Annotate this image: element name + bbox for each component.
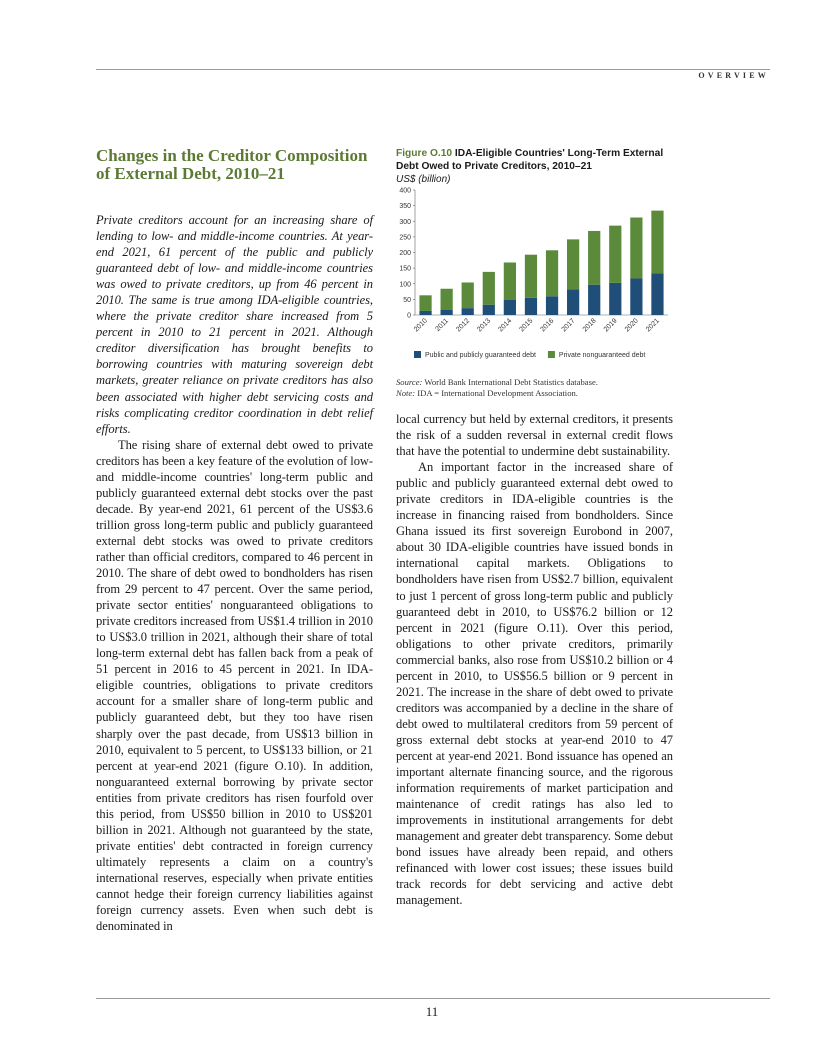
continuation-paragraph: local currency but held by external creditors, it presents the risk of a sudden reversal in external credit flows that have the potential to undermine debt sustainability. bbox=[396, 412, 673, 459]
note-label: Note: bbox=[396, 388, 416, 398]
x-tick-label: 2010 bbox=[412, 317, 429, 334]
figure-block bbox=[396, 147, 673, 370]
intro-paragraph: Private creditors account for an increasing share of lending to low- and middle-income countries. At year-end 2021, 61 percent of the public and publicly guaranteed debt of low- and middle-income countries was owed to private creditors, up from 46 percent in 2010. The same is true among IDA-eligible countries, where the private creditor share increased from 5 percent in 2010 to 21 percent in 2021. Although creditor diversification has brought benefits to borrowing countries with maturing sovereign debt markets, greater reliance on private creditors has also been associated with higher debt servicing costs and risks complicating creditor coordination in debt relief efforts. bbox=[96, 213, 373, 436]
bar-public-guaranteed-2014 bbox=[504, 300, 516, 315]
y-tick-label: 250 bbox=[399, 234, 411, 242]
y-tick-label: 150 bbox=[399, 265, 411, 273]
bar-public-guaranteed-2011 bbox=[441, 310, 453, 315]
bar-private-nonguaranteed-2019 bbox=[609, 226, 621, 283]
x-tick-label: 2018 bbox=[581, 317, 598, 334]
bar-private-nonguaranteed-2013 bbox=[483, 272, 495, 305]
legend-label-1: Private nonguaranteed debt bbox=[558, 352, 646, 359]
figure-source bbox=[396, 377, 673, 388]
bar-private-nonguaranteed-2021 bbox=[651, 211, 663, 274]
y-tick-label: 0 bbox=[407, 312, 411, 320]
bar-public-guaranteed-2020 bbox=[630, 278, 642, 315]
bar-private-nonguaranteed-2017 bbox=[567, 239, 579, 289]
x-tick-label: 2014 bbox=[497, 317, 514, 334]
y-tick-label: 400 bbox=[399, 187, 411, 195]
x-tick-label: 2015 bbox=[518, 317, 535, 334]
x-tick-label: 2021 bbox=[644, 317, 661, 334]
bar-public-guaranteed-2012 bbox=[462, 308, 474, 315]
bar-private-nonguaranteed-2010 bbox=[419, 295, 431, 311]
x-tick-label: 2017 bbox=[560, 317, 577, 334]
bar-private-nonguaranteed-2012 bbox=[462, 283, 474, 309]
y-tick-label: 100 bbox=[399, 281, 411, 289]
bar-private-nonguaranteed-2011 bbox=[441, 289, 453, 310]
y-tick-label: 50 bbox=[403, 296, 411, 304]
bar-public-guaranteed-2017 bbox=[567, 289, 579, 315]
bar-private-nonguaranteed-2014 bbox=[504, 263, 516, 301]
figure-number: Figure O.10 bbox=[396, 148, 453, 159]
bar-private-nonguaranteed-2015 bbox=[525, 255, 537, 298]
left-column bbox=[96, 147, 373, 934]
bar-public-guaranteed-2016 bbox=[546, 296, 558, 315]
right-column bbox=[396, 411, 673, 908]
bar-public-guaranteed-2021 bbox=[651, 273, 663, 315]
body-paragraph-2: An important factor in the increased share of public and publicly guaranteed external debt owed to private creditors in IDA-eligible countries is the increase in financing raised from bondholders. Since Ghana issued its first sovereign Eurobond in 2007, about 30 IDA-eligible countries have issued bonds in international capital markets. Obligations to bondholders have risen from US$2.7 billion, equivalent to just 1 percent of gross long-term public and publicly guaranteed debt in 2010, to US$76.2 billion or 12 percent in 2021 (figure O.11). Over this period, obligations to other private creditors, primarily commercial banks, also rose from US$10.2 billion or 4 percent in 2010, to US$56.5 billion or 9 percent in 2021. The increase in the share of debt owed to private creditors was accompanied by a decline in the share of debt owed to multilateral creditors from 59 percent of gross external debt stocks at year-end 2010 to 47 percent at year-end 2021. Bond issuance has opened an important alternate financing source, and the rigorous information requirements of market participation and maintenance of credit ratings has also led to improvements in institutional arrangements for debt management and greater debt transparency. Some debut bond issues have already been repaid, and others refinanced with lower cost issues; these issues build track records for debt servicing and active debt management. bbox=[396, 460, 673, 908]
chart bbox=[396, 185, 673, 370]
bar-private-nonguaranteed-2020 bbox=[630, 218, 642, 279]
legend-swatch-0 bbox=[414, 351, 421, 358]
figure-title bbox=[396, 147, 673, 173]
x-tick-label: 2020 bbox=[623, 317, 640, 334]
x-tick-label: 2012 bbox=[455, 317, 472, 334]
figure-notes bbox=[396, 377, 673, 399]
source-label: Source: bbox=[396, 377, 423, 387]
section-heading: Changes in the Creditor Composition of External Debt, 2010–21 bbox=[96, 146, 368, 183]
legend-label-0: Public and publicly guaranteed debt bbox=[425, 352, 536, 359]
figure-unit: US$ (billion) bbox=[396, 174, 451, 185]
x-tick-label: 2013 bbox=[476, 317, 493, 334]
body-paragraph-1: The rising share of external debt owed to private creditors has been a key feature of the evolution of low- and middle-income countries' long-term public and publicly guaranteed external debt stocks over the past decade. By year-end 2021, 61 percent of the US$3.6 trillion gross long-term public and publicly guaranteed external debt stocks was owed to private creditors rather than official creditors, compared to 46 percent in 2010. The share of debt owed to bondholders has risen from 29 percent to 47 percent. Over the same period, private sector entities' nonguaranteed obligations to private creditors increased from US$1.4 trillion in 2010 to US$3.0 trillion in 2021, although their share of total long-term external debt has fallen back from a peak of 51 percent in 2016 to 45 percent in 2021. In IDA-eligible countries, obligations to private creditors account for a smaller share of long-term public and publicly guaranteed debt, but they too have risen sharply over the past decade, from US$13 billion in 2010, equivalent to 5 percent, to US$133 billion, or 21 percent at year-end 2021 (figure O.10). In addition, nonguaranteed external borrowing by private sector entities from private creditors has risen fourfold over this period, from US$50 billion in 2010 to US$201 billion in 2021. Although not guaranteed by the state, private entities' debt contracted in foreign currency ultimately represents a claim on a country's international reserves, especially when private entities cannot hedge their foreign currency liabilities against foreign currency assets. Even when such debt is denominated in bbox=[96, 437, 373, 934]
figure-note bbox=[396, 388, 673, 399]
bar-public-guaranteed-2018 bbox=[588, 285, 600, 315]
bar-public-guaranteed-2013 bbox=[483, 305, 495, 315]
bar-public-guaranteed-2010 bbox=[419, 311, 431, 315]
y-tick-label: 350 bbox=[399, 203, 411, 211]
source-text: World Bank International Debt Statistics database. bbox=[424, 377, 598, 387]
bar-public-guaranteed-2019 bbox=[609, 283, 621, 315]
page-number: 11 bbox=[425, 1004, 439, 1019]
y-tick-label: 200 bbox=[399, 250, 411, 257]
x-tick-label: 2016 bbox=[539, 317, 556, 334]
x-tick-label: 2019 bbox=[602, 317, 619, 334]
figure-title-text: IDA-Eligible Countries' Long-Term External Debt Owed to Private Creditors, 2010–21 bbox=[396, 148, 664, 172]
running-head: OVERVIEW bbox=[698, 71, 769, 80]
y-tick-label: 300 bbox=[399, 218, 411, 226]
x-tick-label: 2011 bbox=[434, 317, 451, 334]
bottom-rule bbox=[96, 998, 770, 999]
legend-swatch-1 bbox=[548, 351, 555, 358]
top-rule bbox=[96, 69, 770, 70]
bar-private-nonguaranteed-2016 bbox=[546, 250, 558, 296]
bar-private-nonguaranteed-2018 bbox=[588, 231, 600, 285]
note-text: IDA = International Development Association. bbox=[417, 388, 578, 398]
bar-public-guaranteed-2015 bbox=[525, 298, 537, 315]
